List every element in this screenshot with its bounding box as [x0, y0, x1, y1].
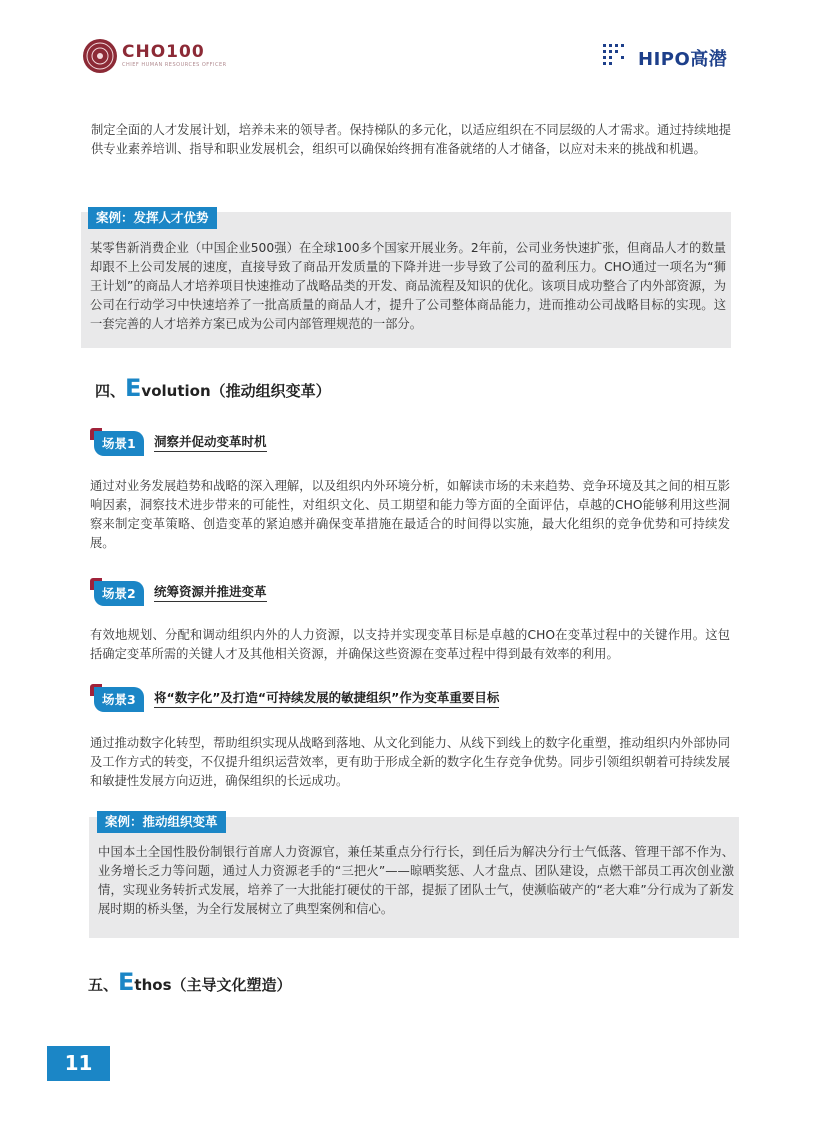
scene-label-3: 场景3	[94, 687, 144, 712]
page-number: 11	[47, 1046, 110, 1081]
scene-title-2: 统筹资源并推进变革	[154, 584, 267, 602]
scene-text-1: 通过对业务发展趋势和战略的深入理解，以及组织内外环境分析，如解读市场的未来趋势、竞争环境及其之间的相互影响因素，洞察技术进步带来的可能性，对组织文化、员工期望和能力等方面的全面评估，卓越的CHO能够利用这些洞察来制定变革策略、创造变革的紧迫感并确保变革措施在最适合的时间得以实施，最大化组织的竞争优势和可持续发展。	[90, 479, 730, 550]
scene-header-3	[90, 684, 590, 714]
section-heading-ethos	[88, 968, 292, 996]
scene-text-3: 通过推动数字化转型，帮助组织实现从战略到落地、从文化到能力、从线下到线上的数字化重塑，推动组织内外部协同及工作方式的转变，不仅提升组织运营效率，更有助于形成全新的数字化生存竞争优势。同步引领组织朝着可持续发展和敏捷性发展方向迈进，确保组织的长远成功。	[90, 736, 730, 788]
case-text-2: 中国本土全国性股份制银行首席人力资源官，兼任某重点分行行长，到任后为解决分行士气低落、管理干部不作为、业务增长乏力等问题，通过人力资源老手的“三把火”——晾晒奖惩、人才盘点、团队建设，点燃干部员工再次创业激情，实现业务转折式发展，培养了一大批能打硬仗的干部，提振了团队士气，使濒临破产的“老大难”分行成为了新发展时期的桥头堡，为全行发展树立了典型案例和信心。	[98, 845, 734, 916]
scene-header-2	[90, 578, 490, 608]
section-heading-evolution	[95, 374, 331, 402]
scene-label-2: 场景2	[94, 581, 144, 606]
hipo-logo-icon	[601, 42, 631, 68]
cho100-logo-subtitle: CHIEF HUMAN RESOURCES OFFICER	[122, 62, 227, 68]
case-label-2: 案例：推动组织变革	[97, 811, 226, 833]
scene-label-1: 场景1	[94, 431, 144, 456]
section-prefix: 五、	[88, 976, 119, 994]
scene-title-1: 洞察并促动变革时机	[154, 434, 267, 452]
scene-title-3: 将“数字化”及打造“可持续发展的敏捷组织”作为变革重要目标	[154, 690, 499, 708]
section-initial: E	[125, 374, 142, 402]
section-initial: E	[118, 968, 135, 996]
intro-paragraph: 制定全面的人才发展计划，培养未来的领导者。保持梯队的多元化，以适应组织在不同层级的人才需求。通过持续地提供专业素养培训、指导和职业发展机会，组织可以确保始终拥有准备就绪的人才储备，以应对未来的挑战和机遇。	[91, 123, 731, 156]
cho100-logo-icon	[82, 38, 118, 74]
section-prefix: 四、	[95, 382, 126, 400]
section-title-rest: thos（主导文化塑造）	[134, 976, 292, 994]
hipo-logo-text: HIPO高潜	[638, 49, 728, 70]
case-text-1: 某零售新消费企业（中国企业500强）在全球100多个国家开展业务。2年前，公司业务快速扩张，但商品人才的数量却跟不上公司发展的速度，直接导致了商品开发质量的下降并进一步导致了公司的盈利压力。CHO通过一项名为“狮王计划”的商品人才培养项目快速推动了战略品类的开发、商品流程及知识的优化。该项目成功整合了内外部资源，为公司在行动学习中快速培养了一批高质量的商品人才，提升了公司整体商品能力，进而推动公司战略目标的实现。这一套完善的人才培养方案已成为公司内部管理规范的一部分。	[90, 241, 726, 331]
scene-header-1	[90, 428, 490, 458]
cho100-logo-text: CHO100	[122, 42, 205, 62]
scene-text-2: 有效地规划、分配和调动组织内外的人力资源，以支持并实现变革目标是卓越的CHO在变革过程中的关键作用。这包括确定变革所需的关键人才及其他相关资源，并确保这些资源在变革过程中得到最有效率的利用。	[90, 628, 730, 661]
section-title-rest: volution（推动组织变革）	[141, 382, 331, 400]
case-label-1: 案例：发挥人才优势	[88, 207, 217, 229]
